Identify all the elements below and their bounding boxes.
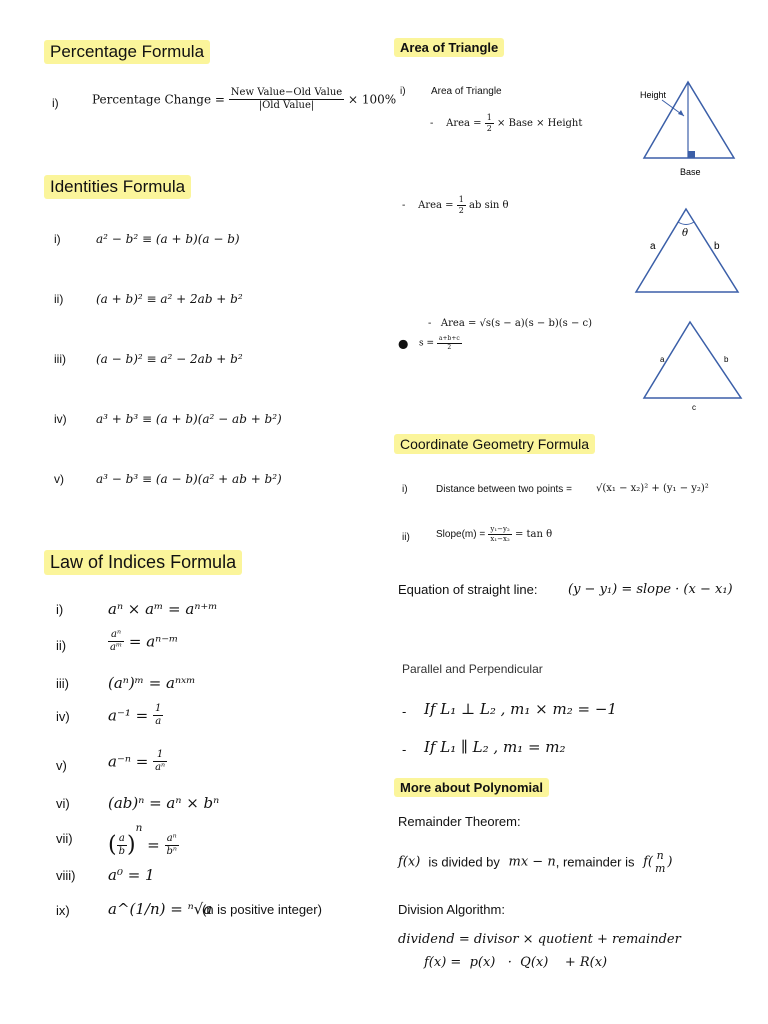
indices-num: vii) (56, 831, 73, 846)
distance-label: Distance between two points = (436, 484, 572, 495)
indices-frac-top: aⁿ (108, 630, 124, 642)
indices-formula: a⁰ = 1 (108, 866, 155, 884)
indices-num: viii) (56, 868, 76, 883)
percentage-lhs: Percentage Change = (92, 92, 225, 107)
percentage-fraction (229, 88, 344, 111)
coordinate-num: i) (402, 484, 408, 495)
parallel-rule: If L₁ ∥ L₂ , m₁ = m₂ (424, 738, 566, 756)
identity-num: ii) (54, 292, 64, 306)
triangle-height-label: Height (640, 90, 667, 100)
triangle-side-b-label: b (714, 241, 720, 252)
indices-num: ix) (56, 903, 70, 918)
indices-formula: a⁻¹ = $\frac{1}{a}$ (108, 703, 162, 727)
slope-formula: Slope(m) = $\frac{\text{y₁−y₂}}{\text{x₁−x₂}}$ = tan θ (436, 525, 553, 543)
triangle-sides-figure (640, 318, 750, 416)
indices-num: iv) (56, 709, 70, 724)
identity-num: iii) (54, 352, 66, 366)
triangle-theta-label: θ (682, 228, 689, 239)
identity-formula: (a + b)² ≡ a² + 2ab + b² (96, 292, 243, 306)
percentage-formula (92, 88, 396, 111)
identity-num: iv) (54, 412, 67, 426)
indices-num: ii) (56, 638, 67, 653)
distance-formula: √(x₁ − x₂)² + (y₁ − y₂)² (596, 483, 709, 494)
indices-note: (n is positive integer) (202, 902, 322, 917)
indices-formula: a^(1/n) = ⁿ√a (108, 900, 213, 918)
identity-formula: a² − b² ≡ (a + b)(a − b) (96, 232, 240, 246)
triangle-side-a-label: a (660, 355, 665, 364)
triangle-title: Area of Triangle (394, 38, 504, 57)
triangle-formula-s: ● s = $\frac{a+b+c}{2}$ (398, 335, 460, 351)
identity-num: v) (54, 472, 64, 486)
indices-num: iii) (56, 676, 69, 691)
triangle-formula-base-height: - Area = $\frac{1}{2}$ × Base × Height (430, 113, 583, 133)
triangle-subtitle: Area of Triangle (431, 86, 502, 97)
identity-formula: a³ + b³ ≡ (a + b)(a² − ab + b²) (96, 412, 282, 426)
parallel-dash: - (402, 742, 407, 757)
triangle-item-num: i) (400, 86, 406, 97)
remainder-theorem-statement: f(x) is divided by mx − n, remainder is f( n m ) (398, 849, 673, 875)
indices-title: Law of Indices Formula (44, 550, 242, 575)
triangle-height-figure (620, 80, 750, 180)
triangle-formula-heron: - Area = √s(s − a)(s − b)(s − c) (428, 318, 593, 329)
triangle-side-b-label: b (724, 355, 729, 364)
indices-formula: (ab)ⁿ = aⁿ × bⁿ (108, 794, 220, 812)
indices-formula: (aⁿ)ᵐ = aⁿˣᵐ (108, 674, 196, 692)
indices-frac-bot: aᵐ (110, 642, 123, 653)
line-equation-formula: (y − y₁) = slope · (x − x₁) (568, 582, 733, 597)
identity-num: i) (54, 232, 61, 246)
indices-num: v) (56, 758, 67, 773)
percentage-rhs: × 100% (348, 92, 397, 107)
indices-num: i) (56, 602, 64, 617)
coordinate-title: Coordinate Geometry Formula (394, 434, 595, 454)
division-algorithm-words: dividend = divisor × quotient + remainder (398, 932, 681, 947)
triangle-angle-figure (630, 205, 745, 297)
parallel-title: Parallel and Perpendicular (402, 662, 543, 676)
percentage-item-num: i) (52, 96, 59, 110)
indices-formula: a⁻ⁿ = $\frac{1}{\text{aⁿ}}$ (108, 749, 166, 773)
triangle-side-a-label: a (650, 241, 656, 252)
coordinate-num: ii) (402, 532, 410, 543)
polynomial-title: More about Polynomial (394, 778, 549, 797)
indices-formula: ( $\frac{a}{b}$ )$^n$ = $\frac{\text{aⁿ}}{\text{bⁿ}}$ (108, 822, 177, 858)
indices-formula: aⁿ × aᵐ = aⁿ⁺ᵐ (108, 600, 218, 618)
percentage-title: Percentage Formula (44, 40, 210, 64)
perpendicular-rule: If L₁ ⊥ L₂ , m₁ × m₂ = −1 (424, 700, 617, 718)
identity-formula: a³ − b³ ≡ (a − b)(a² + ab + b²) (96, 472, 282, 486)
perp-dash: - (402, 704, 407, 719)
indices-rest: = aⁿ⁻ᵐ (128, 632, 179, 651)
indices-formula (108, 630, 178, 653)
division-algorithm-symbols: f(x) = p(x) · Q(x) + R(x) (424, 955, 608, 970)
indices-num: vi) (56, 796, 70, 811)
remainder-theorem-title: Remainder Theorem: (398, 814, 521, 829)
triangle-side-c-label: c (692, 403, 696, 412)
triangle-formula-sin: - Area = $\frac{1}{2}$ ab sin θ (402, 195, 509, 215)
identity-formula: (a − b)² ≡ a² − 2ab + b² (96, 352, 243, 366)
triangle-base-label: Base (680, 167, 701, 177)
division-algorithm-title: Division Algorithm: (398, 902, 505, 917)
line-equation-label: Equation of straight line: (398, 582, 538, 597)
identities-title: Identities Formula (44, 175, 191, 199)
percentage-numerator: New Value−Old Value (230, 87, 343, 98)
percentage-denominator: |Old Value| (258, 100, 315, 111)
